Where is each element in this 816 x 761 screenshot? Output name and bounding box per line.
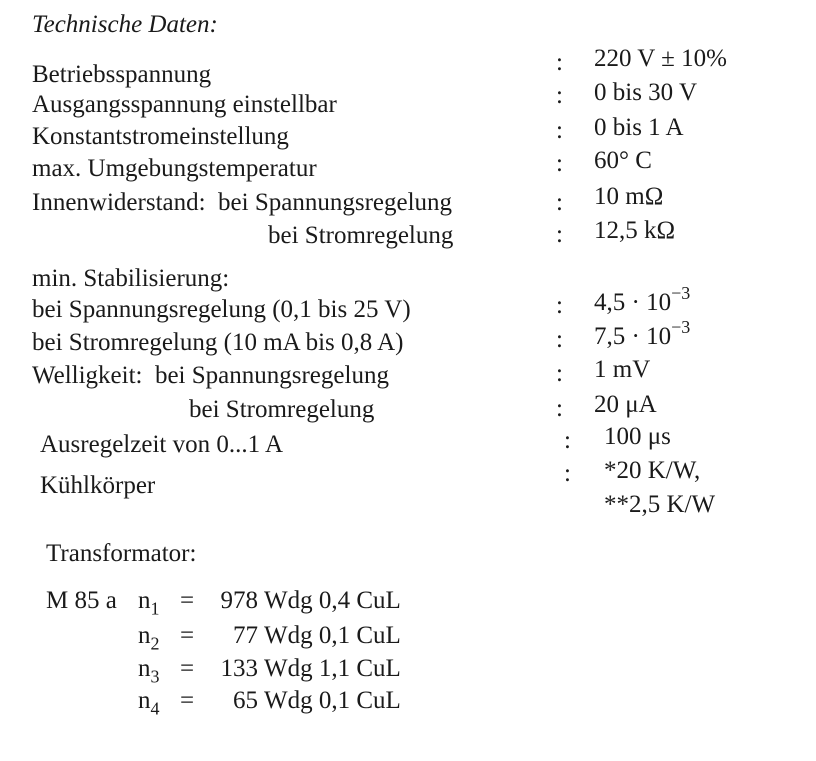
spec-label-welligkeit-strom: bei Stromregelung — [189, 396, 375, 423]
spec-value-stabilisierung-spannung: $4,5 \cdot 10^{-3}$ — [594, 283, 691, 316]
spec-value-ausgangsspannung: 0 bis 30 V — [594, 79, 698, 106]
spec-colon: : — [556, 49, 563, 76]
winding-count: 77 — [233, 622, 258, 649]
winding-equals: = — [180, 655, 195, 682]
spec-value-innenwiderstand-spannung: 10 mΩ — [594, 183, 664, 210]
spec-colon: : — [556, 221, 563, 248]
spec-label-stabilisierung-strom: bei Stromregelung (10 mA bis 0,8 A) — [32, 329, 404, 356]
winding-symbol: $n_3$ — [138, 655, 160, 687]
winding-symbol: $n_1$ — [138, 587, 160, 619]
section-heading: Technische Daten: — [32, 11, 218, 38]
spec-value-betriebsspannung: 220 V ± 10% — [594, 45, 727, 72]
spec-colon: : — [564, 427, 571, 454]
spec-colon: : — [556, 82, 563, 109]
spec-label-welligkeit-spannung: Welligkeit: bei Spannungsregelung — [32, 362, 389, 389]
spec-colon: : — [556, 117, 563, 144]
spec-colon: : — [564, 460, 571, 487]
spec-colon: : — [556, 150, 563, 177]
winding-equals: = — [180, 587, 195, 614]
winding-spec: Wdg 0,1 CuL — [264, 687, 401, 714]
spec-colon: : — [556, 395, 563, 422]
transformer-title: Transformator: — [46, 540, 197, 567]
spec-value-stabilisierung-strom: $7,5 \cdot 10^{-3}$ — [594, 317, 691, 350]
spec-value-konstantstrom: 0 bis 1 A — [594, 114, 684, 141]
winding-count: 133 — [220, 655, 258, 682]
spec-label-umgebungstemperatur: max. Umgebungstemperatur — [32, 155, 317, 182]
winding-count: 978 — [220, 587, 258, 614]
spec-label-innenwiderstand-strom: bei Stromregelung — [268, 222, 454, 249]
spec-label-ausregelzeit: Ausregelzeit von 0...1 A — [40, 431, 284, 458]
winding-symbol: $n_4$ — [138, 687, 160, 719]
spec-label-betriebsspannung: Betriebsspannung — [32, 61, 212, 88]
spec-label-konstantstrom: Konstantstromeinstellung — [32, 123, 289, 150]
spec-colon: : — [556, 360, 563, 387]
spec-value-kuehlkoerper-2: **2,5 K/W — [604, 491, 716, 518]
spec-value-umgebungstemperatur: 60° C — [594, 147, 652, 174]
spec-label-kuehlkoerper: Kühlkörper — [40, 472, 156, 499]
transformer-core-type: M 85 a — [46, 587, 117, 614]
spec-colon: : — [556, 292, 563, 319]
spec-value-welligkeit-spannung: 1 mV — [594, 356, 651, 383]
spec-label-stabilisierung-spannung: bei Spannungsregelung (0,1 bis 25 V) — [32, 296, 411, 323]
spec-value-welligkeit-strom: 20 μA — [594, 391, 657, 418]
spec-label-min-stabilisierung: min. Stabilisierung: — [32, 265, 230, 292]
spec-value-ausregelzeit: 100 μs — [604, 423, 671, 450]
winding-spec: Wdg 0,4 CuL — [264, 587, 401, 614]
winding-spec: Wdg 1,1 CuL — [264, 655, 401, 682]
spec-label-ausgangsspannung: Ausgangsspannung einstellbar — [32, 91, 337, 118]
winding-symbol: $n_2$ — [138, 622, 160, 654]
spec-value-innenwiderstand-strom: 12,5 kΩ — [594, 217, 676, 244]
spec-value-kuehlkoerper: *20 K/W, — [604, 457, 701, 484]
winding-spec: Wdg 0,1 CuL — [264, 622, 401, 649]
winding-equals: = — [180, 622, 195, 649]
spec-colon: : — [556, 189, 563, 216]
spec-colon: : — [556, 326, 563, 353]
winding-equals: = — [180, 687, 195, 714]
winding-count: 65 — [233, 687, 258, 714]
spec-label-innenwiderstand-spannung: Innenwiderstand: bei Spannungsregelung — [32, 189, 453, 216]
